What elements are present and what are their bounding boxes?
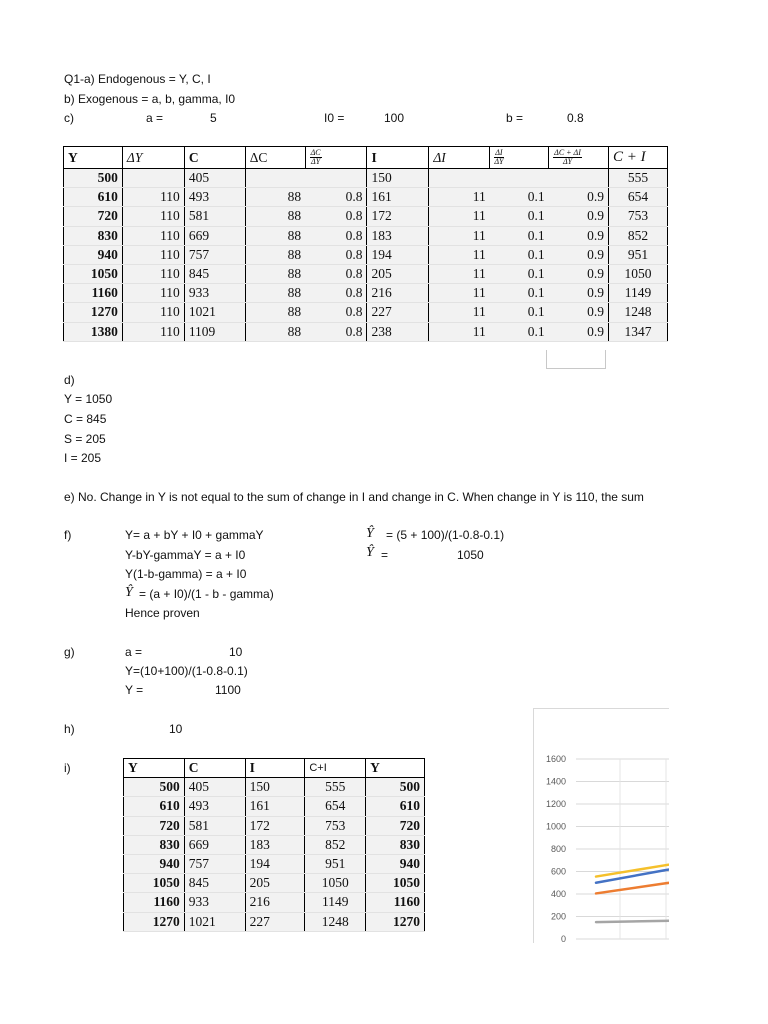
main-table-cell: 161 [367,188,429,207]
main-table-cell: 940 [64,245,123,264]
d-line-3: S = 205 [64,432,106,446]
main-table-row [64,169,668,188]
header-delta-y: ΔY [122,147,184,169]
main-table-cell: 227 [367,303,429,322]
c-i0-label: I0 = [324,111,345,125]
header-di-dy-den: ΔY [494,157,504,167]
y-tick-label: 200 [550,911,566,922]
main-table-cell: 110 [122,322,184,341]
g-line-2: Y=(10+100)/(1-0.8-0.1) [125,664,248,678]
main-table-cell: 0.9 [549,264,609,283]
i-table-cell: 194 [245,854,305,873]
i-table-row [124,816,425,835]
q1b-text: b) Exogenous = a, b, gamma, I0 [64,92,236,106]
i-table-cell: 205 [245,874,305,893]
i-table-cell: 1050 [366,874,425,893]
main-table-cell: 88 [245,188,305,207]
header-dc-dy-den: ΔY [311,157,321,167]
i-table-cell: 1021 [184,912,245,931]
d-line-2: C = 845 [64,412,107,426]
main-table-header [64,147,668,169]
header-delta-c: ΔC [245,147,305,169]
i-table-cell: 1149 [305,893,366,912]
header-dc-dy [305,147,367,169]
main-table-cell: 0.8 [305,245,367,264]
i-table-cell: 216 [245,893,305,912]
i-table-row [124,893,425,912]
main-table-cell: 11 [429,284,490,303]
i-table-row [124,912,425,931]
main-table-cell: 88 [245,303,305,322]
i-table-cell: 610 [124,797,185,816]
main-table-row [64,226,668,245]
y-tick-label: 400 [550,889,566,899]
main-table-cell: 88 [245,245,305,264]
g-y-value: 1100 [215,683,241,697]
main-table-cell: 110 [122,226,184,245]
main-table-cell: 0.1 [490,207,549,226]
i-table-cell: 555 [305,778,366,797]
i-table-row [124,797,425,816]
f-line-1: Y= a + bY + I0 + gammaY [125,528,264,542]
i-table-cell: 161 [245,797,305,816]
i-table-header [124,759,425,778]
i-table-cell: 183 [245,835,305,854]
main-table-cell: 238 [367,322,429,341]
main-table-cell: 0.8 [305,264,367,283]
f-right-line-1: = (5 + 100)/(1-0.8-0.1) [386,528,505,542]
main-table-row [64,284,668,303]
i-table-cell: 1270 [366,912,425,931]
i-table-row [124,874,425,893]
header-sum-dy [549,147,609,169]
main-table-cell: 757 [184,245,245,264]
main-table-row [64,245,668,264]
main-table-cell: 1050 [64,264,123,283]
i-table-cell: 940 [366,854,425,873]
main-table-row [64,303,668,322]
y-tick-label: 1200 [545,799,566,809]
h-label: h) [64,722,75,736]
main-table-cell: 110 [122,303,184,322]
main-table-cell: 493 [184,188,245,207]
i-table-cell: 1160 [366,893,425,912]
main-table-cell: 11 [429,264,490,283]
main-table-row [64,322,668,341]
g-a-label: a = [125,645,143,659]
main-table-cell: 830 [64,226,123,245]
header-c-plus-i: C + I [609,147,668,169]
chart-container[interactable] [533,708,669,943]
main-table-cell [122,169,184,188]
i-table-cell: 654 [305,797,366,816]
main-table-cell: 88 [245,264,305,283]
i-header-i: I [245,759,305,778]
i-table-cell: 753 [305,816,366,835]
main-table-cell: 654 [609,188,668,207]
f-line-4: = (a + I0)/(1 - b - gamma) [139,587,274,601]
i-table-row [124,778,425,797]
main-table-cell: 0.1 [490,284,549,303]
i-table-cell: 720 [366,816,425,835]
main-table-cell: 110 [122,207,184,226]
g-label: g) [64,645,75,659]
line-chart [534,709,669,943]
main-table-cell: 11 [429,226,490,245]
main-table-cell: 11 [429,207,490,226]
main-table-cell: 11 [429,245,490,264]
main-table-cell: 610 [64,188,123,207]
main-table-cell: 88 [245,207,305,226]
main-table-cell: 110 [122,245,184,264]
main-table-cell: 1248 [609,303,668,322]
main-table-cell: 110 [122,264,184,283]
main-table-cell: 0.1 [490,245,549,264]
main-table-cell [549,169,609,188]
f-yhat-symbol-right-2: Ŷ [366,545,374,560]
main-table-cell: 11 [429,188,490,207]
header-sum-den: ΔY [562,157,573,167]
header-sum-num: ΔC + ΔI [554,148,581,158]
main-table-cell: 0.8 [305,303,367,322]
f-line-2: Y-bY-gammaY = a + I0 [125,548,246,562]
header-dc-dy-num: ΔC [310,148,321,158]
c-b-value: 0.8 [567,111,584,125]
main-table-cell: 150 [367,169,429,188]
main-table-cell: 88 [245,322,305,341]
main-table-cell: 205 [367,264,429,283]
i-table-cell: 1050 [305,874,366,893]
i-table-cell: 1248 [305,912,366,931]
main-table-cell: 720 [64,207,123,226]
main-table-cell: 500 [64,169,123,188]
main-table-cell: 405 [184,169,245,188]
main-table-row [64,188,668,207]
main-table-cell: 845 [184,264,245,283]
main-table-cell: 852 [609,226,668,245]
d-line-4: I = 205 [64,451,102,465]
main-table-cell: 0.9 [549,207,609,226]
i-table-cell: 610 [366,797,425,816]
i-table-cell: 830 [124,835,185,854]
main-table-cell: 88 [245,226,305,245]
main-table-cell: 555 [609,169,668,188]
i-table-row [124,835,425,854]
main-table-cell: 0.8 [305,284,367,303]
main-table-row [64,207,668,226]
main-table-cell [490,169,549,188]
g-a-value: 10 [229,645,243,659]
i-table-cell: 227 [245,912,305,931]
f-line-3: Y(1-b-gamma) = a + I0 [125,567,247,581]
main-table-cell [429,169,490,188]
i-table-cell: 845 [184,874,245,893]
main-table-cell: 0.9 [549,322,609,341]
i-table-cell: 581 [184,816,245,835]
main-table-cell: 1109 [184,322,245,341]
main-table-cell: 216 [367,284,429,303]
f-yhat-symbol-right-1: Ŷ [366,526,374,541]
i-table-cell: 405 [184,778,245,797]
main-table-cell: 1050 [609,264,668,283]
main-table-cell: 753 [609,207,668,226]
i-table-cell: 720 [124,816,185,835]
i-table-cell: 1050 [124,874,185,893]
c-a-label: a = [146,111,164,125]
main-table-cell: 0.9 [549,284,609,303]
header-delta-i: ΔI [429,147,490,169]
f-label: f) [64,528,72,542]
main-table-cell: 88 [245,284,305,303]
i-table-cell: 1270 [124,912,185,931]
main-table-cell: 0.8 [305,226,367,245]
f-line-5: Hence proven [125,606,200,620]
c-b-label: b = [506,111,524,125]
main-table-cell: 1149 [609,284,668,303]
main-table-cell [305,169,367,188]
main-table-row [64,264,668,283]
i-table-cell: 1160 [124,893,185,912]
y-tick-label: 800 [550,844,566,854]
f-yhat-symbol-left: Ŷ [125,585,133,600]
main-table-cell: 1347 [609,322,668,341]
main-table-cell: 1160 [64,284,123,303]
main-table-cell: 933 [184,284,245,303]
i-table-cell: 500 [124,778,185,797]
main-table-cell: 183 [367,226,429,245]
main-table-cell: 951 [609,245,668,264]
main-table-cell: 0.1 [490,226,549,245]
e-text: e) No. Change in Y is not equal to the sum of change in I and change in C. When change in Y is 110, the sum [64,490,644,504]
d-line-1: Y = 1050 [64,392,113,406]
i-label: i) [64,761,71,775]
i-header-y2: Y [366,759,425,778]
header-i: I [367,147,429,169]
y-tick-label: 1000 [545,821,566,832]
main-table-cell: 110 [122,284,184,303]
main-table-cell: 581 [184,207,245,226]
i-table-cell: 669 [184,835,245,854]
main-table-cell: 0.9 [549,303,609,322]
main-table-cell: 1270 [64,303,123,322]
c-label: c) [64,111,74,125]
main-table-cell [245,169,305,188]
i-header-ci: C+I [305,759,366,778]
c-a-value: 5 [210,111,217,125]
header-c: C [184,147,245,169]
y-tick-label: 0 [560,934,566,943]
f-right-line-2-label: = [381,548,389,562]
main-table-cell: 172 [367,207,429,226]
main-table-cell: 0.9 [549,188,609,207]
main-table [63,146,668,342]
i-table-cell: 830 [366,835,425,854]
y-tick-label: 1600 [545,754,566,764]
i-header-y: Y [124,759,185,778]
main-table-cell: 669 [184,226,245,245]
selected-cell-outline [546,350,606,369]
i-table-cell: 940 [124,854,185,873]
q1a-text: Q1-a) Endogenous = Y, C, I [64,72,211,86]
h-value: 10 [169,722,183,736]
f-right-line-2-value: 1050 [457,548,484,562]
main-table-cell: 110 [122,188,184,207]
series-line-i [596,920,669,922]
y-tick-label: 1400 [545,776,566,787]
y-tick-label: 600 [550,866,566,877]
d-label: d) [64,373,75,387]
header-y: Y [64,147,123,169]
main-table-cell: 1380 [64,322,123,341]
main-table-cell: 0.1 [490,264,549,283]
main-table-cell: 0.8 [305,322,367,341]
g-y-label: Y = [125,683,144,697]
main-table-cell: 0.8 [305,188,367,207]
i-table-cell: 172 [245,816,305,835]
main-table-cell: 11 [429,303,490,322]
main-table-cell: 0.9 [549,245,609,264]
i-table-cell: 852 [305,835,366,854]
main-table-cell: 0.9 [549,226,609,245]
main-table-cell: 0.1 [490,188,549,207]
i-table [123,758,425,932]
i-table-cell: 150 [245,778,305,797]
i-table-cell: 951 [305,854,366,873]
header-di-dy-num: ΔI [495,148,503,158]
main-table-cell: 11 [429,322,490,341]
series-line-c-i [596,854,669,876]
main-table-cell: 1021 [184,303,245,322]
main-table-cell: 0.1 [490,322,549,341]
header-di-dy [490,147,549,169]
i-header-c: C [184,759,245,778]
i-table-row [124,854,425,873]
main-table-cell: 0.8 [305,207,367,226]
main-table-cell: 194 [367,245,429,264]
i-table-cell: 493 [184,797,245,816]
i-table-cell: 933 [184,893,245,912]
c-i0-value: 100 [384,111,405,125]
i-table-cell: 500 [366,778,425,797]
i-table-cell: 757 [184,854,245,873]
main-table-cell: 0.1 [490,303,549,322]
